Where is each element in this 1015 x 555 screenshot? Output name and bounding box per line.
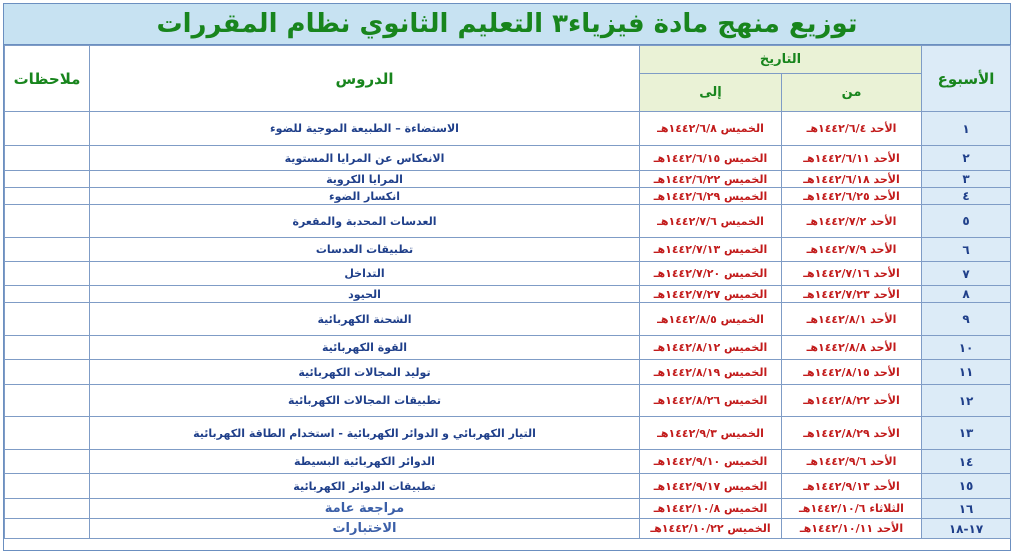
week-number-cell: ١٦ <box>922 499 1011 519</box>
from-date-cell: الأحد ١٤٤٢/٦/٢٥هـ <box>782 188 922 205</box>
table-row <box>5 303 1011 336</box>
schedule-table <box>4 45 1011 539</box>
notes-header: ملاحظات <box>5 46 90 112</box>
from-date-cell: الأحد ١٤٤٢/٦/٤هـ <box>782 112 922 146</box>
week-number-cell: ١٤ <box>922 450 1011 474</box>
to-date-cell: الخميس ١٤٤٢/١٠/٨هـ <box>640 499 782 519</box>
table-row <box>5 262 1011 286</box>
to-date-cell: الخميس ١٤٤٢/٩/٣هـ <box>640 417 782 450</box>
to-date-cell: الخميس ١٤٤٢/٦/٨هـ <box>640 112 782 146</box>
notes-cell <box>5 360 90 385</box>
week-number-cell: ٢ <box>922 146 1011 171</box>
date-header: التاريخ <box>640 46 922 74</box>
from-date-cell: الأحد ١٤٤٢/١٠/١١هـ <box>782 519 922 539</box>
to-date-cell: الخميس ١٤٤٢/٦/١٥هـ <box>640 146 782 171</box>
table-row <box>5 336 1011 360</box>
notes-cell <box>5 519 90 539</box>
from-date-cell: الأحد ١٤٤٢/٨/٢٩هـ <box>782 417 922 450</box>
schedule-sheet <box>3 3 1011 551</box>
lesson-cell: الدوائر الكهربائية البسيطة <box>90 450 640 474</box>
lesson-cell: المرايا الكروية <box>90 171 640 188</box>
table-row <box>5 171 1011 188</box>
from-date-cell: الأحد ١٤٤٢/٩/١٣هـ <box>782 474 922 499</box>
from-date-cell: الأحد ١٤٤٢/٧/٢هـ <box>782 205 922 238</box>
week-number-cell: ١٣ <box>922 417 1011 450</box>
lesson-cell: التيار الكهربائي و الدوائر الكهربائية - استخدام الطاقة الكهربائية <box>90 417 640 450</box>
notes-cell <box>5 146 90 171</box>
week-number-cell: ١٢ <box>922 385 1011 417</box>
table-row <box>5 146 1011 171</box>
from-date-cell: الأحد ١٤٤٢/٧/٩هـ <box>782 238 922 262</box>
notes-cell <box>5 171 90 188</box>
lesson-cell: الحيود <box>90 286 640 303</box>
notes-cell <box>5 112 90 146</box>
from-date-cell: الأحد ١٤٤٢/٨/٨هـ <box>782 336 922 360</box>
to-header: إلى <box>640 74 782 112</box>
to-date-cell: الخميس ١٤٤٢/٧/٦هـ <box>640 205 782 238</box>
lesson-cell: تطبيقات العدسات <box>90 238 640 262</box>
week-number-cell: ٩ <box>922 303 1011 336</box>
week-number-cell: ١١ <box>922 360 1011 385</box>
notes-cell <box>5 417 90 450</box>
notes-cell <box>5 188 90 205</box>
notes-cell <box>5 385 90 417</box>
lesson-cell: تطبيقات الدوائر الكهربائية <box>90 474 640 499</box>
table-row <box>5 286 1011 303</box>
week-number-cell: ٦ <box>922 238 1011 262</box>
notes-cell <box>5 336 90 360</box>
table-row <box>5 519 1011 539</box>
table-row <box>5 417 1011 450</box>
week-number-cell: ٥ <box>922 205 1011 238</box>
schedule-rows <box>5 112 1011 539</box>
table-row <box>5 238 1011 262</box>
week-number-cell: ١ <box>922 112 1011 146</box>
to-date-cell: الخميس ١٤٤٢/٨/١٢هـ <box>640 336 782 360</box>
from-date-cell: الأحد ١٤٤٢/٨/٢٢هـ <box>782 385 922 417</box>
week-number-cell: ٨ <box>922 286 1011 303</box>
to-date-cell: الخميس ١٤٤٢/٦/٢٩هـ <box>640 188 782 205</box>
to-date-cell: الخميس ١٤٤٢/٧/٢٧هـ <box>640 286 782 303</box>
lesson-cell: التداخل <box>90 262 640 286</box>
table-row <box>5 474 1011 499</box>
to-date-cell: الخميس ١٤٤٢/٨/٢٦هـ <box>640 385 782 417</box>
from-header: من <box>782 74 922 112</box>
lesson-cell: انكسار الضوء <box>90 188 640 205</box>
to-date-cell: الخميس ١٤٤٢/٨/٥هـ <box>640 303 782 336</box>
from-date-cell: الأحد ١٤٤٢/٨/١٥هـ <box>782 360 922 385</box>
notes-cell <box>5 474 90 499</box>
lesson-cell: الشحنة الكهربائية <box>90 303 640 336</box>
week-number-cell: ٧ <box>922 262 1011 286</box>
week-header: الأسبوع <box>922 46 1011 112</box>
notes-cell <box>5 205 90 238</box>
table-row <box>5 385 1011 417</box>
table-row <box>5 360 1011 385</box>
table-row <box>5 112 1011 146</box>
notes-cell <box>5 262 90 286</box>
from-date-cell: الثلاثاء ١٤٤٢/١٠/٦هـ <box>782 499 922 519</box>
to-date-cell: الخميس ١٤٤٢/٧/١٣هـ <box>640 238 782 262</box>
week-number-cell: ٣ <box>922 171 1011 188</box>
notes-cell <box>5 286 90 303</box>
notes-cell <box>5 303 90 336</box>
from-date-cell: الأحد ١٤٤٢/٧/١٦هـ <box>782 262 922 286</box>
from-date-cell: الأحد ١٤٤٢/٧/٢٣هـ <box>782 286 922 303</box>
from-date-cell: الأحد ١٤٤٢/٦/١٨هـ <box>782 171 922 188</box>
table-row <box>5 205 1011 238</box>
notes-cell <box>5 499 90 519</box>
week-number-cell: ٤ <box>922 188 1011 205</box>
lesson-cell: الاختبارات <box>90 519 640 539</box>
to-date-cell: الخميس ١٤٤٢/٨/١٩هـ <box>640 360 782 385</box>
lesson-cell: القوة الكهربائية <box>90 336 640 360</box>
lesson-cell: الاستضاءة – الطبيعة الموجية للضوء <box>90 112 640 146</box>
notes-cell <box>5 450 90 474</box>
to-date-cell: الخميس ١٤٤٢/١٠/٢٢هـ <box>640 519 782 539</box>
lesson-cell: الانعكاس عن المرايا المستوية <box>90 146 640 171</box>
notes-cell <box>5 238 90 262</box>
table-row <box>5 450 1011 474</box>
lesson-cell: تطبيقات المجالات الكهربائية <box>90 385 640 417</box>
lesson-cell: العدسات المحدبة والمقعرة <box>90 205 640 238</box>
lesson-cell: مراجعة عامة <box>90 499 640 519</box>
lessons-header: الدروس <box>90 46 640 112</box>
to-date-cell: الخميس ١٤٤٢/٩/١٠هـ <box>640 450 782 474</box>
table-row <box>5 499 1011 519</box>
week-number-cell: ١٥ <box>922 474 1011 499</box>
week-number-cell: ١٠ <box>922 336 1011 360</box>
page-title: توزيع منهج مادة فيزياء٣ التعليم الثانوي نظام المقررات <box>4 4 1010 45</box>
to-date-cell: الخميس ١٤٤٢/٧/٢٠هـ <box>640 262 782 286</box>
to-date-cell: الخميس ١٤٤٢/٦/٢٢هـ <box>640 171 782 188</box>
lesson-cell: توليد المجالات الكهربائية <box>90 360 640 385</box>
week-number-cell: ١٧-١٨ <box>922 519 1011 539</box>
from-date-cell: الأحد ١٤٤٢/٩/٦هـ <box>782 450 922 474</box>
from-date-cell: الأحد ١٤٤٢/٦/١١هـ <box>782 146 922 171</box>
to-date-cell: الخميس ١٤٤٢/٩/١٧هـ <box>640 474 782 499</box>
table-row <box>5 188 1011 205</box>
from-date-cell: الأحد ١٤٤٢/٨/١هـ <box>782 303 922 336</box>
